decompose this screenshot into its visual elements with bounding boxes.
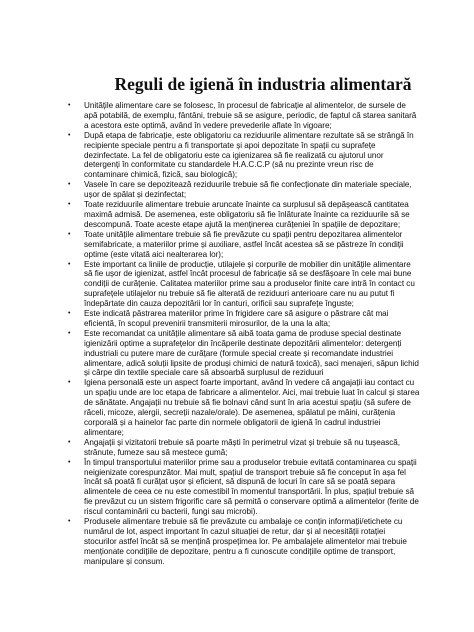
list-item	[68, 101, 420, 131]
list-item-text: Este important ca liniile de producție, utilajele și corpurile de mobilier din unitățile alimentare să fie ușor de igienizat, astfel încât procesul de fabricație să se desfășoare în cele mai bune condiții de curățenie. Calitatea materiilor prime sau a produselor finite care intră în contact cu suprafețele utilajelor nu trebuie să fie alterată de reziduuri anterioare care nu au putut fi îndepărtate din cauza depozitării lor în canturi, orificii sau suprafețe înguste;	[84, 259, 415, 309]
list-item	[68, 131, 420, 181]
list-item	[68, 378, 420, 437]
rules-list	[68, 101, 420, 567]
list-item	[68, 180, 420, 200]
bullet-icon: •	[68, 379, 71, 387]
list-item-text: Igiena personală este un aspect foarte important, având în vedere că angajații iau contact cu un spațiu unde are loc etapa de fabricare a alimentelor. Aici, mai trebuie luat în calcul și starea de sănătate. Angajații nu trebuie să fie bolnavi când sunt în aria acestui spațiu (să sufere de răceli, micoze, alergii, secreții nazale/orale). De asemenea, spălatul pe mâini, curățenia corporală și a hainelor fac parte din normele obligatorii de igienă în cadrul industriei alimentare;	[84, 378, 420, 437]
bullet-icon: •	[68, 230, 71, 238]
bullet-icon: •	[68, 131, 71, 139]
list-item	[68, 200, 420, 230]
list-item-text: Angajații și vizitatorii trebuie să poarte măști în perimetrul vizat și trebuie să nu tușească, strănute, fumeze sau să mestece gumă;	[84, 437, 400, 457]
bullet-icon: •	[68, 518, 71, 526]
list-item-text: Unitățile alimentare care se folosesc, în procesul de fabricație al alimentelor, de sursele de apă potabilă, de exemplu, fântâni, trebuie să se asigure, periodic, de faptul că starea sanitară a acestora este optimă, având în vedere prevederile aflate în vigoare;	[84, 101, 417, 130]
bullet-icon: •	[68, 310, 71, 318]
bullet-icon: •	[68, 458, 71, 466]
list-item	[68, 230, 420, 260]
list-item	[68, 329, 420, 379]
bullet-icon: •	[68, 329, 71, 337]
list-item	[68, 309, 420, 329]
bullet-icon: •	[68, 102, 71, 109]
list-item-text: Vasele în care se depozitează reziduurile trebuie să fie confecționate din materiale speciale, ușor de spălat și dezinfectat;	[84, 180, 412, 200]
document-title: Reguli de igienă în industria alimentară	[114, 74, 412, 94]
list-item	[68, 517, 420, 567]
list-item	[68, 438, 420, 458]
bullet-icon: •	[68, 181, 71, 189]
list-item-text: În timpul transportului materiilor prime sau a produselor trebuie evitată contaminarea cu spații neigienizate corespunzător. Mai mult, spațiul de transport trebuie să fie conceput în așa fel încât să poată fi curățat ușor și eficient, să dispună de locuri în care să se poată separa alimentele de ceea ce nu este comestibil în momentul transportării. În plus, spațiul trebuie să fie prevăzut cu un sistem frigorific care să permită o conservare optimă a alimentelor (ferite de riscul contaminării cu bacterii, fungi sau microbi).	[84, 457, 419, 517]
bullet-icon: •	[68, 260, 71, 268]
list-item	[68, 458, 420, 517]
list-item-text: Toate reziduurile alimentare trebuie aruncate înainte ca surplusul să depășească cantitatea maximă admisă. De asemenea, este obligatoriu să fie înlăturate înainte ca reziduurile să se descompună. Toate aceste etape ajută la menținerea curățeniei în spațiile de depozitare;	[84, 200, 410, 229]
list-item-text: Este indicată păstrarea materiilor prime în frigidere care să asigure o păstrare cât mai eficientă, în scopul prevenirii transmiterii mirosurilor, de la una la alta;	[84, 309, 389, 328]
list-item	[68, 260, 420, 310]
list-item-text: Produsele alimentare trebuie să fie prevăzute cu ambalaje ce conțin informații/etichete cu numărul de lot, aspect important în cazul situației de retur, dar și al necesității rotației stocurilor astfel încât să se mențină prospețimea lor. Pe ambalajele alimentelor mai trebuie menționate condițiile de depozitare, pentru a fi cunoscute condițiile optime de transport, manipulare și consum.	[84, 517, 407, 566]
bullet-icon: •	[68, 201, 71, 209]
list-item-text: Este recomandat ca unitățile alimentare să aibă toata gama de produse special destinate igienizării optime a suprafețelor din încăperile destinate depozitării alimentelor: detergenți industriali cu putere mare de curățare (formule special create și recomandate industriei alimentare, adică soluții lipsite de produși chimici de natură toxică), saci menajeri, săpun lichid și cârpe din textile speciale care să absoarbă surplusul de reziduuri	[84, 328, 419, 378]
list-item-text: Toate unitățile alimentare trebuie să fie prevăzute cu spații pentru depozitarea alimentelor semifabricate, a materiilor prime și auxiliare, astfel încât acestea să se păstreze în condiții optime (este vitată aici nealterarea lor);	[84, 229, 404, 259]
list-item-text: După etapa de fabricație, este obligatoriu ca reziduurile alimentare rezultate să se strângă în recipiente speciale pentru a fi transportate și apoi depozitate în spații cu suprafețe dezinfectate. La fel de obligatoriu este ca igienizarea să fie realizată cu ajutorul unor detergenți în conformitate cu standardele H.A.C.C.P (să nu prezinte vreun risc de contaminare chimică, fizică, sau biologică);	[84, 130, 414, 180]
bullet-icon: •	[68, 438, 71, 446]
